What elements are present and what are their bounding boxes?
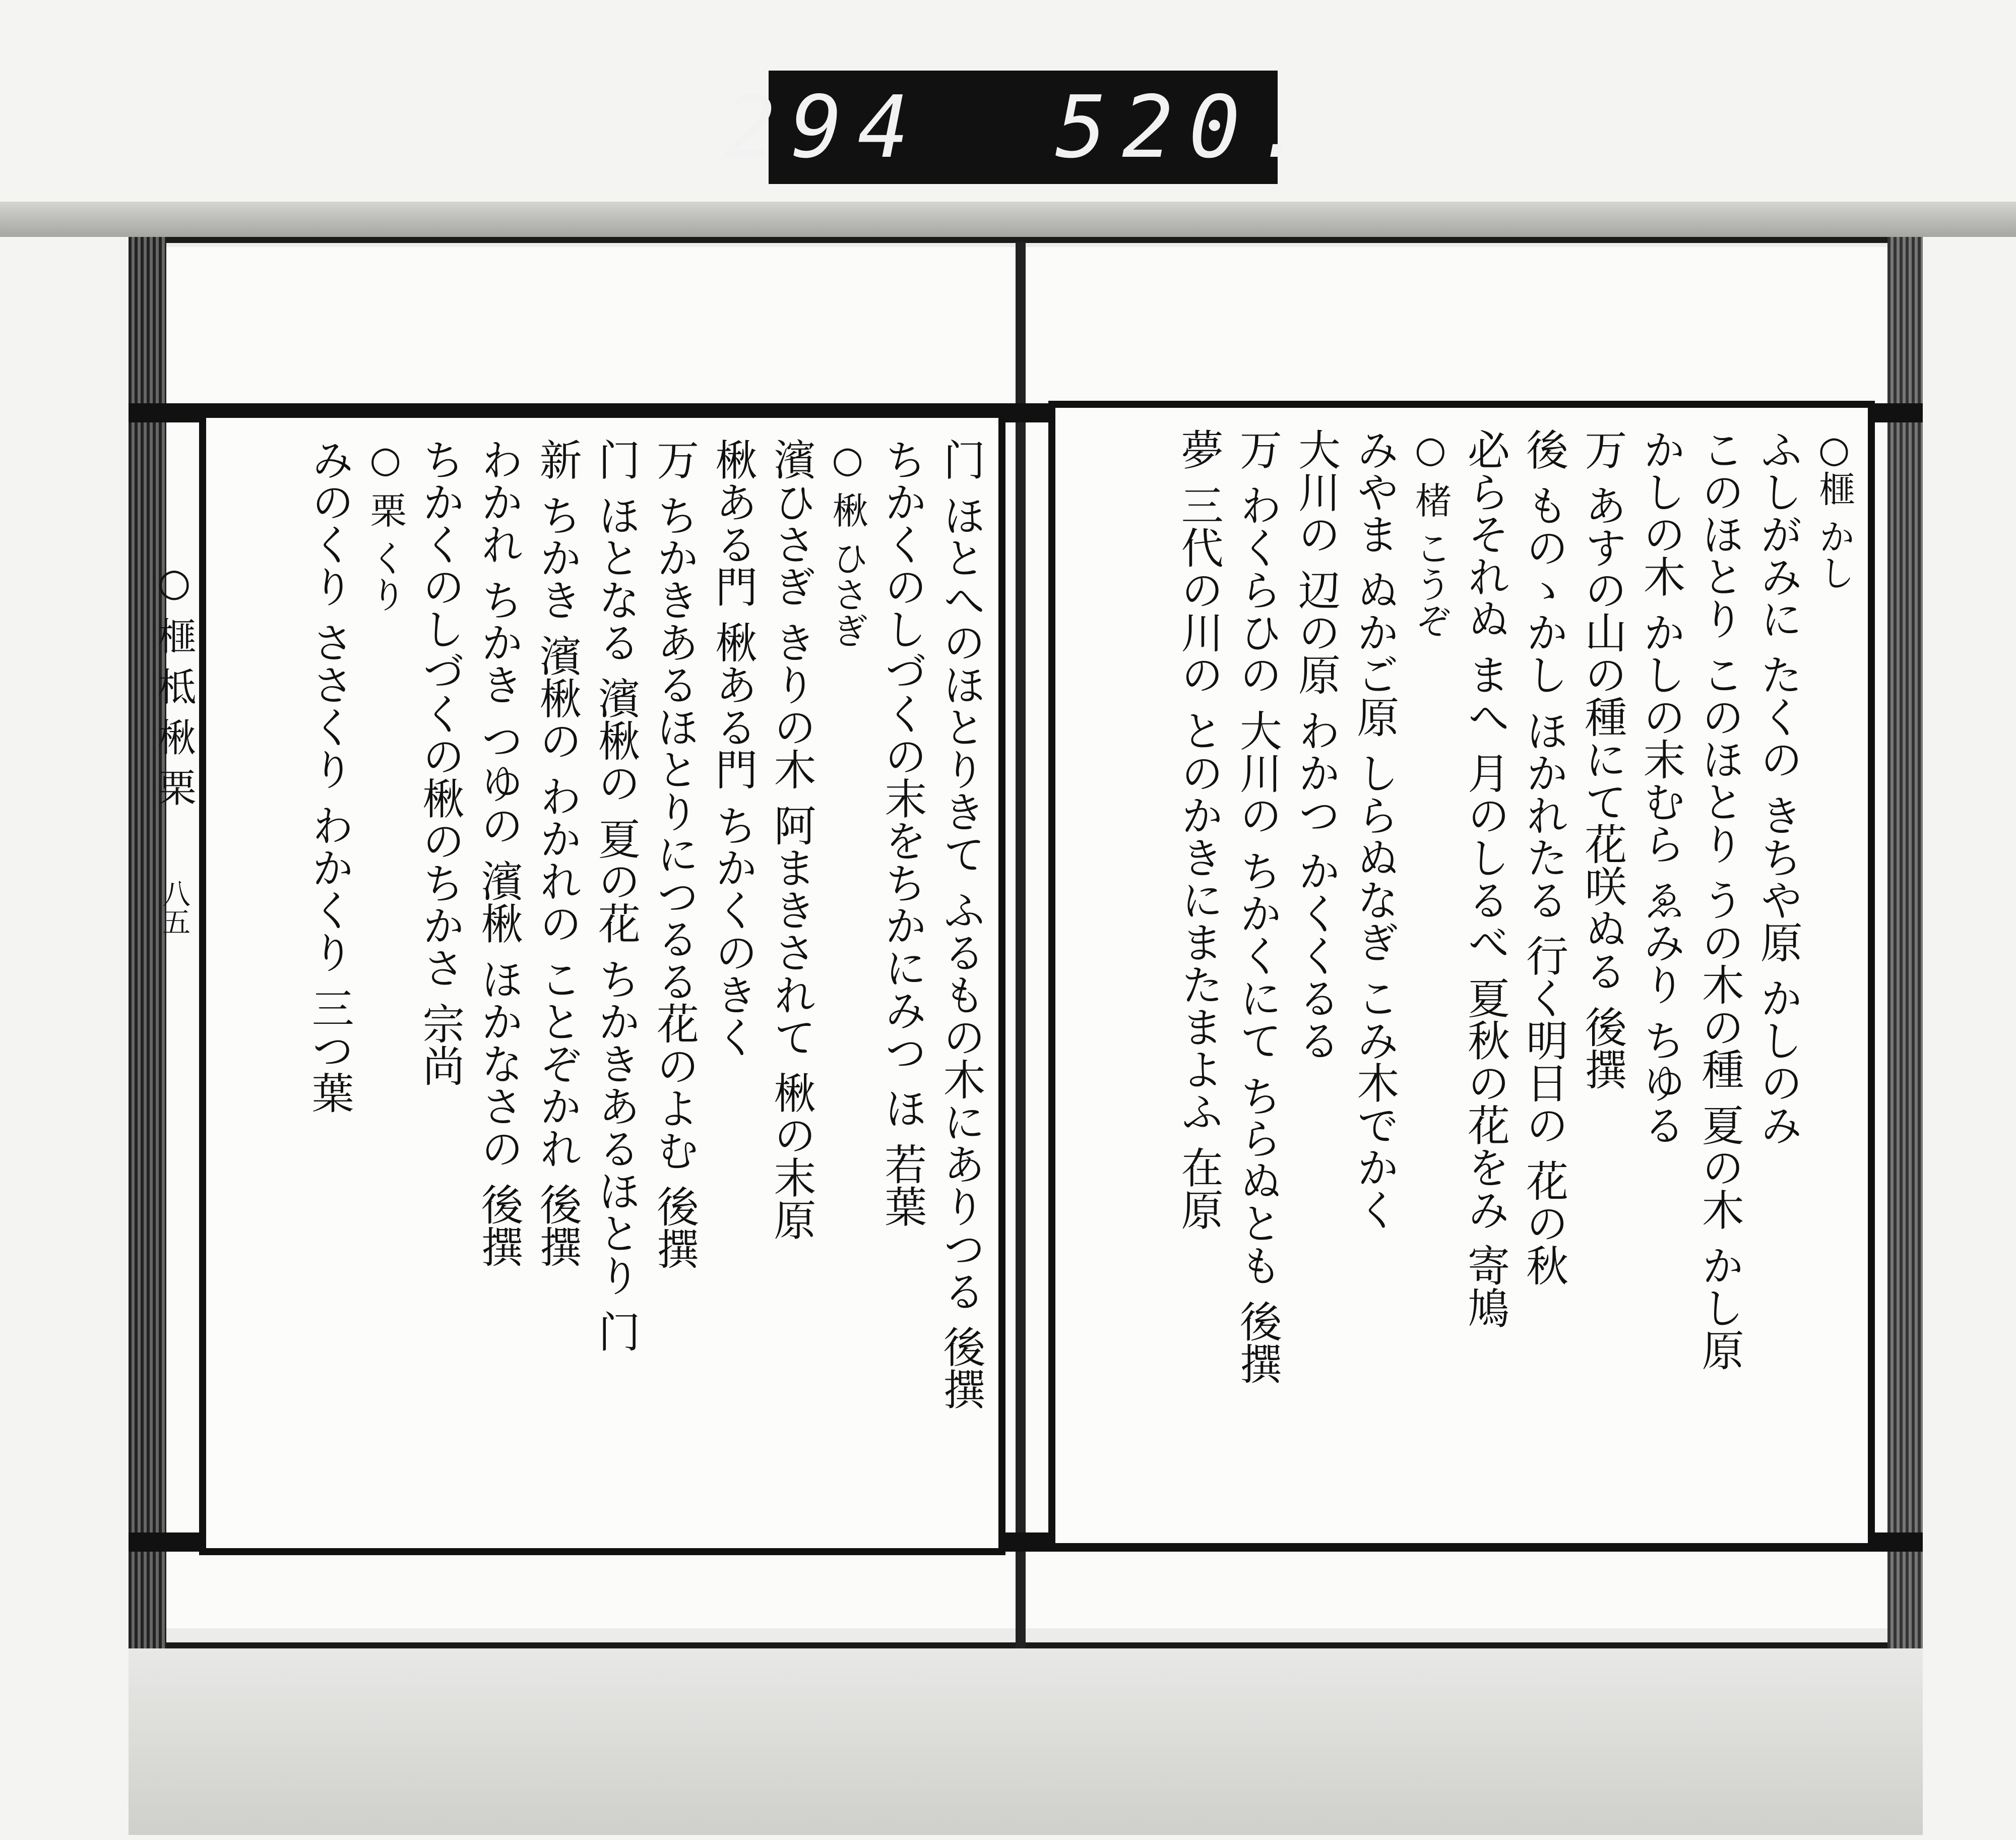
text-column: 楸ある門 楸ある門 ちかくのきく: [708, 438, 758, 1058]
page-stack-right-edge: [1887, 237, 1923, 1648]
text-column: ○ 楸 ひさぎ: [826, 438, 869, 649]
text-column: わかれ ちかき つゆの 濱楸 ほかなさの 後撰: [474, 438, 524, 1268]
scanner-background-band: [0, 202, 2016, 237]
text-column: 万 わくらひの 大川の ちかくにて ちらぬとも 後撰: [1233, 428, 1283, 1385]
text-column: 万 ちかきあるほとりにつるる花のよむ 後撰: [650, 438, 700, 1270]
text-column: ちかくのしづくの末をちかにみつ ほ 若葉: [877, 438, 927, 1228]
text-column: ○ 楮 こうぞ: [1409, 428, 1452, 639]
text-column: ○ 栗 くり: [364, 438, 407, 612]
text-column: 新 ちかき 濱楸の わかれの ことぞかれ 後撰: [533, 438, 583, 1268]
margin-title: ○ 榧 柢 楸 栗: [152, 560, 197, 807]
book-gutter: [1016, 242, 1026, 1744]
left-page-text-frame: [199, 411, 1005, 1555]
text-column: かしの木 かしの末むら ゑみり ちゆる: [1636, 428, 1686, 1146]
text-column: 门 ほとなる 濱楸の 夏の花 ちかきあるほとり 门: [591, 438, 641, 1353]
page-stack-left-edge: [129, 237, 166, 1648]
text-column: 後 ものゝかし ほかれたる 行く明日の 花の秋: [1519, 428, 1569, 1286]
text-column: 夢 三代の川の とのかきにまたまよふ 在原: [1174, 428, 1224, 1231]
margin-code: 八五: [158, 879, 191, 936]
text-column: ちかくのしづくの楸のちかさ 宗尚: [415, 438, 465, 1087]
text-column: ふしがみに たくの きちや原 かしのみ: [1753, 428, 1803, 1146]
reel-number-right: 520.: [1055, 77, 1322, 177]
text-column: ○榧 かし: [1813, 428, 1855, 591]
text-column: 大川の 辺の原 わかつ かくくるる: [1291, 428, 1341, 1062]
text-column: 门 ほとへのほとりきて ふるもの木にありつる 後撰: [936, 438, 986, 1410]
reel-number-left: 294: [724, 77, 924, 177]
text-column: 万 あすの山の種にて花咲ぬる 後撰: [1578, 428, 1627, 1090]
right-page-text-frame: [1048, 401, 1875, 1550]
reel-number-plate: [724, 71, 1322, 184]
margin-title-slip: [152, 560, 202, 1391]
text-column: 必らそれぬ まへ 月のしるべ 夏秋の花をみ 寄鳩: [1461, 428, 1510, 1329]
text-column: みのくり ささくり わかくり 三つ葉: [305, 438, 355, 1114]
text-column: みやま ぬかご原 しらぬなぎ こみ木でかく: [1350, 428, 1400, 1231]
text-column: このほとり このほとり うの木の種 夏の木 かし原: [1695, 428, 1745, 1371]
page-stack-bottom: [129, 1648, 1923, 1835]
text-column: 濱ひさぎ きりの木 阿まきされて 楸の末原: [767, 438, 817, 1241]
